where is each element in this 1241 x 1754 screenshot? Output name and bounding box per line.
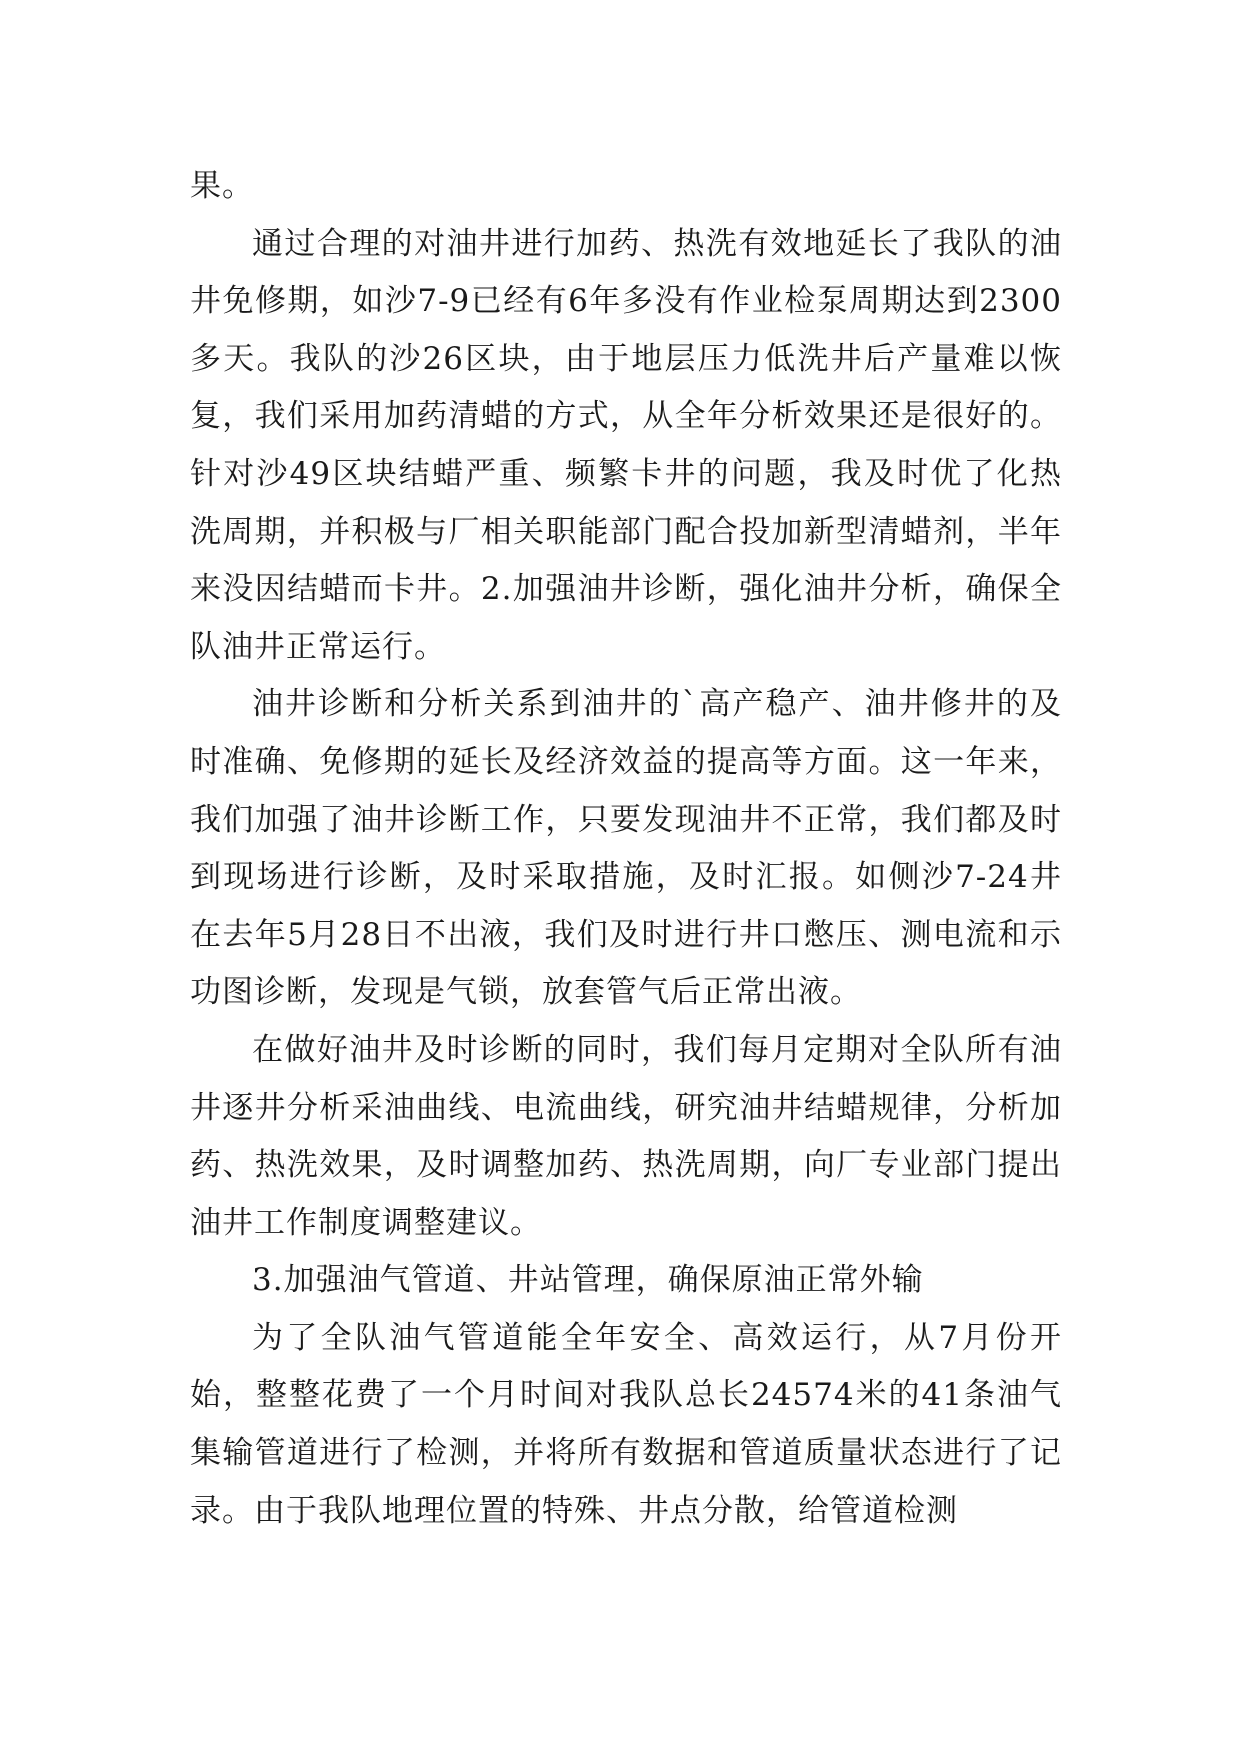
document-body	[190, 158, 1062, 1540]
paragraph-pipeline-inspection: 为了全队油气管道能全年安全、高效运行，从7月份开始，整整花费了一个月时间对我队总长24574米的41条油气集输管道进行了检测，并将所有数据和管道质量状态进行了记录。由于我队地理位置的特殊、井点分散，给管道检测	[190, 1319, 1062, 1529]
paragraph-dosing-hot-wash: 通过合理的对油井进行加药、热洗有效地延长了我队的油井免修期，如沙7-9已经有6年多没有作业检泵周期达到2300多天。我队的沙26区块，由于地层压力低洗井后产量难以恢复，我们采用加药清蜡的方式，从全年分析效果还是很好的。针对沙49区块结蜡严重、频繁卡井的问题，我及时优了化热洗周期，并积极与厂相关职能部门配合投加新型清蜡剂，半年来没因结蜡而卡井。2.加强油井诊断，强化油井分析，确保全队油井正常运行。	[190, 225, 1062, 665]
paragraph-continuation: 果。	[190, 168, 254, 204]
paragraph-well-diagnosis: 油井诊断和分析关系到油井的`高产稳产、油井修井的及时准确、免修期的延长及经济效益的提高等方面。这一年来，我们加强了油井诊断工作，只要发现油井不正常，我们都及时到现场进行诊断，及时采取措施，及时汇报。如侧沙7-24井在去年5月28日不出液，我们及时进行井口憋压、测电流和示功图诊断，发现是气锁，放套管气后正常出液。	[190, 686, 1062, 1011]
section-heading-pipeline: 3.加强油气管道、井站管理，确保原油正常外输	[252, 1262, 924, 1299]
paragraph-monthly-analysis: 在做好油井及时诊断的同时，我们每月定期对全队所有油井逐井分析采油曲线、电流曲线，研究油井结蜡规律，分析加药、热洗效果，及时调整加药、热洗周期，向厂专业部门提出油井工作制度调整建议。	[190, 1031, 1062, 1241]
